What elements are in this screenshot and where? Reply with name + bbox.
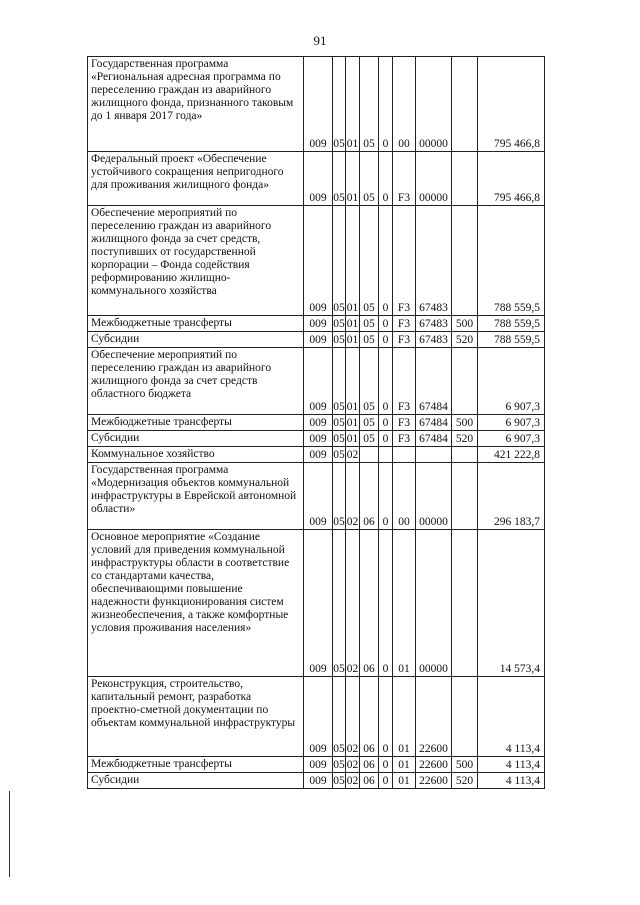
target-cell: 67483 bbox=[416, 332, 452, 348]
target-cell: 22600 bbox=[416, 677, 452, 757]
ministry-cell: 009 bbox=[304, 57, 333, 152]
table-row bbox=[88, 463, 545, 530]
program-cell: 05 bbox=[360, 431, 379, 447]
direction-cell: F3 bbox=[393, 431, 416, 447]
section-cell: 05 bbox=[333, 316, 346, 332]
direction-cell: 01 bbox=[393, 757, 416, 773]
ministry-cell: 009 bbox=[304, 431, 333, 447]
amount-cell: 788 559,5 bbox=[478, 332, 545, 348]
item-name-cell: Коммунальное хозяйство bbox=[88, 447, 304, 463]
direction-cell: 01 bbox=[393, 677, 416, 757]
table-row bbox=[88, 773, 545, 789]
section-cell: 05 bbox=[333, 677, 346, 757]
ministry-cell: 009 bbox=[304, 332, 333, 348]
target-cell: 22600 bbox=[416, 773, 452, 789]
item-name-cell: Реконструкция, строительство, капитальный ремонт, разработка проектно-сметной документации по объектам коммунальной инфраструктуры bbox=[88, 677, 304, 757]
subprogram-cell: 0 bbox=[379, 206, 393, 316]
subprogram-cell: 0 bbox=[379, 677, 393, 757]
target-cell: 00000 bbox=[416, 530, 452, 677]
target-cell: 22600 bbox=[416, 757, 452, 773]
program-cell: 05 bbox=[360, 206, 379, 316]
item-name-cell: Государственная программа «Региональная адресная программа по переселению граждан из аварийного жилищного фонда, признанного таковым до 1 января 2017 года» bbox=[88, 57, 304, 152]
section-cell: 05 bbox=[333, 206, 346, 316]
item-name-cell: Обеспечение мероприятий по переселению граждан из аварийного жилищного фонда за счет средств областного бюджета bbox=[88, 348, 304, 415]
expense-type-cell bbox=[452, 530, 478, 677]
subprogram-cell: 0 bbox=[379, 757, 393, 773]
section-cell: 05 bbox=[333, 773, 346, 789]
subsection-cell: 01 bbox=[346, 332, 360, 348]
direction-cell: F3 bbox=[393, 348, 416, 415]
ministry-cell: 009 bbox=[304, 530, 333, 677]
subsection-cell: 01 bbox=[346, 431, 360, 447]
amount-cell: 4 113,4 bbox=[478, 773, 545, 789]
subsection-cell: 01 bbox=[346, 206, 360, 316]
table-row bbox=[88, 447, 545, 463]
amount-cell: 14 573,4 bbox=[478, 530, 545, 677]
subprogram-cell: 0 bbox=[379, 316, 393, 332]
amount-cell: 421 222,8 bbox=[478, 447, 545, 463]
target-cell: 00000 bbox=[416, 57, 452, 152]
item-name-cell: Субсидии bbox=[88, 332, 304, 348]
subsection-cell: 02 bbox=[346, 463, 360, 530]
subprogram-cell: 0 bbox=[379, 332, 393, 348]
amount-cell: 4 113,4 bbox=[478, 677, 545, 757]
section-cell: 05 bbox=[333, 348, 346, 415]
direction-cell: F3 bbox=[393, 152, 416, 206]
direction-cell: F3 bbox=[393, 206, 416, 316]
target-cell bbox=[416, 447, 452, 463]
item-name-cell: Субсидии bbox=[88, 431, 304, 447]
item-name-cell: Обеспечение мероприятий по переселению граждан из аварийного жилищного фонда за счет средств, поступивших от государственной корпорации – Фонда содействия реформированию жилищно-коммунального хозяйства bbox=[88, 206, 304, 316]
table-body bbox=[88, 57, 545, 789]
expense-type-cell: 520 bbox=[452, 332, 478, 348]
target-cell: 67483 bbox=[416, 316, 452, 332]
ministry-cell: 009 bbox=[304, 415, 333, 431]
expense-type-cell: 500 bbox=[452, 316, 478, 332]
ministry-cell: 009 bbox=[304, 773, 333, 789]
program-cell: 05 bbox=[360, 332, 379, 348]
subsection-cell: 01 bbox=[346, 415, 360, 431]
page-number: 91 bbox=[313, 33, 327, 48]
target-cell: 00000 bbox=[416, 152, 452, 206]
program-cell: 05 bbox=[360, 415, 379, 431]
margin-line bbox=[9, 791, 10, 877]
expense-type-cell bbox=[452, 447, 478, 463]
table-row bbox=[88, 677, 545, 757]
table-row bbox=[88, 431, 545, 447]
program-cell: 06 bbox=[360, 530, 379, 677]
expense-type-cell bbox=[452, 206, 478, 316]
amount-cell: 795 466,8 bbox=[478, 57, 545, 152]
section-cell: 05 bbox=[333, 57, 346, 152]
expense-type-cell: 500 bbox=[452, 757, 478, 773]
subsection-cell: 02 bbox=[346, 677, 360, 757]
amount-cell: 4 113,4 bbox=[478, 757, 545, 773]
item-name-cell: Межбюджетные трансферты bbox=[88, 316, 304, 332]
ministry-cell: 009 bbox=[304, 463, 333, 530]
item-name-cell: Государственная программа «Модернизация объектов коммунальной инфраструктуры в Еврейской автономной области» bbox=[88, 463, 304, 530]
program-cell: 06 bbox=[360, 463, 379, 530]
section-cell: 05 bbox=[333, 415, 346, 431]
target-cell: 67484 bbox=[416, 431, 452, 447]
direction-cell: 01 bbox=[393, 773, 416, 789]
subprogram-cell: 0 bbox=[379, 152, 393, 206]
direction-cell: F3 bbox=[393, 415, 416, 431]
direction-cell: 00 bbox=[393, 463, 416, 530]
amount-cell: 788 559,5 bbox=[478, 316, 545, 332]
direction-cell: F3 bbox=[393, 316, 416, 332]
direction-cell: F3 bbox=[393, 332, 416, 348]
program-cell: 06 bbox=[360, 677, 379, 757]
section-cell: 05 bbox=[333, 530, 346, 677]
direction-cell bbox=[393, 447, 416, 463]
section-cell: 05 bbox=[333, 332, 346, 348]
subsection-cell: 02 bbox=[346, 757, 360, 773]
expense-type-cell bbox=[452, 463, 478, 530]
program-cell: 05 bbox=[360, 152, 379, 206]
table-row bbox=[88, 332, 545, 348]
item-name-cell: Основное мероприятие «Создание условий для приведения коммунальной инфраструктуры области в соответствие со стандартами качества, обеспечивающими повышение надежности функционирования систем жизнеобеспечения, а также комфортные условия проживания населения» bbox=[88, 530, 304, 677]
target-cell: 67484 bbox=[416, 415, 452, 431]
expense-type-cell: 520 bbox=[452, 773, 478, 789]
section-cell: 05 bbox=[333, 431, 346, 447]
item-name-cell: Федеральный проект «Обеспечение устойчивого сокращения непригодного для проживания жилищного фонда» bbox=[88, 152, 304, 206]
section-cell: 05 bbox=[333, 152, 346, 206]
subsection-cell: 01 bbox=[346, 348, 360, 415]
subsection-cell: 02 bbox=[346, 447, 360, 463]
subprogram-cell: 0 bbox=[379, 57, 393, 152]
ministry-cell: 009 bbox=[304, 152, 333, 206]
ministry-cell: 009 bbox=[304, 348, 333, 415]
subprogram-cell bbox=[379, 447, 393, 463]
section-cell: 05 bbox=[333, 757, 346, 773]
table-row bbox=[88, 152, 545, 206]
subprogram-cell: 0 bbox=[379, 348, 393, 415]
table-row bbox=[88, 348, 545, 415]
subsection-cell: 02 bbox=[346, 773, 360, 789]
program-cell: 05 bbox=[360, 57, 379, 152]
section-cell: 05 bbox=[333, 447, 346, 463]
subprogram-cell: 0 bbox=[379, 530, 393, 677]
subsection-cell: 01 bbox=[346, 152, 360, 206]
amount-cell: 6 907,3 bbox=[478, 431, 545, 447]
expense-type-cell bbox=[452, 152, 478, 206]
ministry-cell: 009 bbox=[304, 757, 333, 773]
table-row bbox=[88, 415, 545, 431]
subsection-cell: 02 bbox=[346, 530, 360, 677]
expense-type-cell bbox=[452, 348, 478, 415]
expense-type-cell: 520 bbox=[452, 431, 478, 447]
program-cell: 06 bbox=[360, 773, 379, 789]
table-row bbox=[88, 206, 545, 316]
amount-cell: 296 183,7 bbox=[478, 463, 545, 530]
amount-cell: 795 466,8 bbox=[478, 152, 545, 206]
program-cell: 05 bbox=[360, 316, 379, 332]
direction-cell: 00 bbox=[393, 57, 416, 152]
subsection-cell: 01 bbox=[346, 316, 360, 332]
ministry-cell: 009 bbox=[304, 316, 333, 332]
program-cell: 06 bbox=[360, 757, 379, 773]
ministry-cell: 009 bbox=[304, 677, 333, 757]
table-row bbox=[88, 530, 545, 677]
target-cell: 00000 bbox=[416, 463, 452, 530]
budget-table bbox=[87, 56, 545, 789]
amount-cell: 6 907,3 bbox=[478, 415, 545, 431]
section-cell: 05 bbox=[333, 463, 346, 530]
table-row bbox=[88, 57, 545, 152]
item-name-cell: Субсидии bbox=[88, 773, 304, 789]
subprogram-cell: 0 bbox=[379, 415, 393, 431]
program-cell: 05 bbox=[360, 348, 379, 415]
subprogram-cell: 0 bbox=[379, 773, 393, 789]
item-name-cell: Межбюджетные трансферты bbox=[88, 415, 304, 431]
target-cell: 67483 bbox=[416, 206, 452, 316]
table-row bbox=[88, 316, 545, 332]
subprogram-cell: 0 bbox=[379, 431, 393, 447]
item-name-cell: Межбюджетные трансферты bbox=[88, 757, 304, 773]
ministry-cell: 009 bbox=[304, 206, 333, 316]
amount-cell: 6 907,3 bbox=[478, 348, 545, 415]
subsection-cell: 01 bbox=[346, 57, 360, 152]
subprogram-cell: 0 bbox=[379, 463, 393, 530]
direction-cell: 01 bbox=[393, 530, 416, 677]
expense-type-cell: 500 bbox=[452, 415, 478, 431]
expense-type-cell bbox=[452, 57, 478, 152]
ministry-cell: 009 bbox=[304, 447, 333, 463]
table-row bbox=[88, 757, 545, 773]
expense-type-cell bbox=[452, 677, 478, 757]
program-cell bbox=[360, 447, 379, 463]
target-cell: 67484 bbox=[416, 348, 452, 415]
amount-cell: 788 559,5 bbox=[478, 206, 545, 316]
